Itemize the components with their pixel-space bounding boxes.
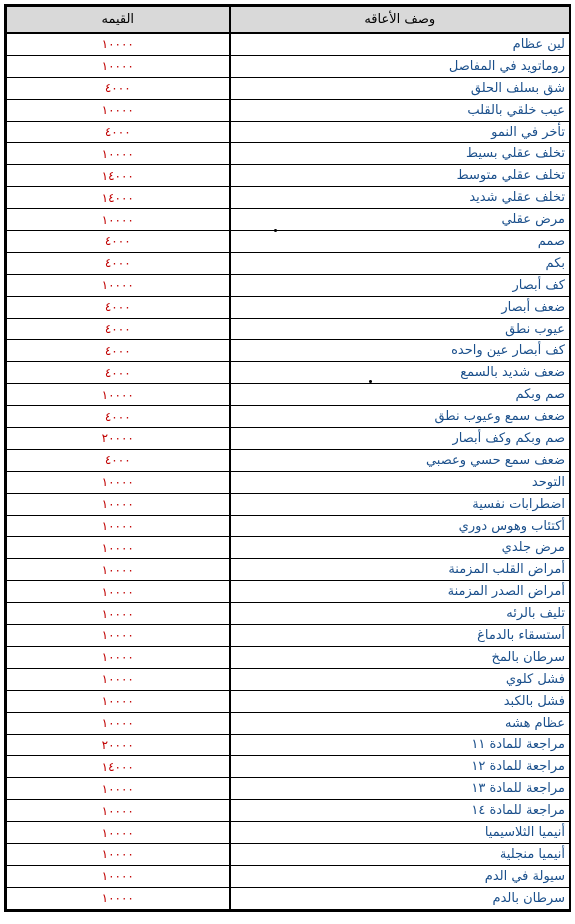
disability-description-cell: صم وبكم وكف أبصار [230, 428, 570, 450]
table-row [7, 274, 570, 296]
table-row [7, 231, 570, 253]
table-row [7, 471, 570, 493]
stray-dot-mark [369, 380, 372, 383]
disability-description-cell: مراجعة للمادة ١٢ [230, 756, 570, 778]
disability-description-cell: سرطان بالدم [230, 887, 570, 909]
table-row [7, 165, 570, 187]
table-row [7, 734, 570, 756]
table-header-row [7, 7, 570, 34]
table-row [7, 99, 570, 121]
table-row [7, 625, 570, 647]
disability-description-cell: التوحد [230, 471, 570, 493]
table-body [7, 33, 570, 909]
table-row [7, 296, 570, 318]
disability-value-cell: ١٠٠٠٠ [7, 843, 230, 865]
disability-value-cell: ١٠٠٠٠ [7, 690, 230, 712]
table-row [7, 668, 570, 690]
table-row [7, 843, 570, 865]
table-row [7, 187, 570, 209]
table-row [7, 209, 570, 231]
disability-description-cell: تأخر في النمو [230, 121, 570, 143]
disability-description-cell: مراجعة للمادة ١٣ [230, 778, 570, 800]
disability-description-cell: عيب خلقي بالقلب [230, 99, 570, 121]
disability-description-cell: تخلف عقلي شديد [230, 187, 570, 209]
disability-values-table [6, 6, 570, 910]
disability-value-cell: ١٠٠٠٠ [7, 887, 230, 909]
disability-description-cell: صمم [230, 231, 570, 253]
disability-value-cell: ٤٠٠٠ [7, 231, 230, 253]
disability-value-cell: ١٠٠٠٠ [7, 646, 230, 668]
disability-description-cell: أمراض القلب المزمنة [230, 559, 570, 581]
disability-value-cell: ٤٠٠٠ [7, 340, 230, 362]
disability-description-cell: ضعف شديد بالسمع [230, 362, 570, 384]
disability-value-cell: ١٠٠٠٠ [7, 143, 230, 165]
disability-value-cell: ١٠٠٠٠ [7, 493, 230, 515]
disability-value-cell: ٢٠٠٠٠ [7, 428, 230, 450]
table-row [7, 340, 570, 362]
table-row [7, 406, 570, 428]
disability-description-cell: فشل بالكبد [230, 690, 570, 712]
disability-value-cell: ٤٠٠٠ [7, 362, 230, 384]
disability-value-cell: ٤٠٠٠ [7, 121, 230, 143]
table-row [7, 778, 570, 800]
table-row [7, 800, 570, 822]
disability-description-cell: أمراض الصدر المزمنة [230, 581, 570, 603]
disability-description-cell: أستسقاء بالدماغ [230, 625, 570, 647]
disability-description-cell: مراجعة للمادة ١٤ [230, 800, 570, 822]
disability-description-cell: فشل كلوي [230, 668, 570, 690]
disability-value-cell: ١٠٠٠٠ [7, 800, 230, 822]
disability-description-cell: ضعف سمع وعيوب نطق [230, 406, 570, 428]
disability-value-cell: ٤٠٠٠ [7, 252, 230, 274]
disability-description-cell: سرطان بالمخ [230, 646, 570, 668]
disability-description-cell: عيوب نطق [230, 318, 570, 340]
disability-description-cell: بكم [230, 252, 570, 274]
disability-value-cell: ١٠٠٠٠ [7, 55, 230, 77]
disability-value-cell: ٤٠٠٠ [7, 406, 230, 428]
table-row [7, 515, 570, 537]
disability-description-cell: ضعف أبصار [230, 296, 570, 318]
disability-value-cell: ١٠٠٠٠ [7, 209, 230, 231]
table-row [7, 822, 570, 844]
disability-value-cell: ١٠٠٠٠ [7, 603, 230, 625]
table-row [7, 690, 570, 712]
disability-description-cell: أنيميا منجلية [230, 843, 570, 865]
table-row [7, 252, 570, 274]
disability-value-cell: ١٠٠٠٠ [7, 778, 230, 800]
disability-description-cell: تخلف عقلي بسيط [230, 143, 570, 165]
disability-description-cell: كف أبصار [230, 274, 570, 296]
disability-value-cell: ٤٠٠٠ [7, 77, 230, 99]
disability-description-cell: ضعف سمع حسي وعصبي [230, 449, 570, 471]
disability-description-cell: مرض عقلي [230, 209, 570, 231]
disability-value-cell: ١٠٠٠٠ [7, 515, 230, 537]
disability-values-table-frame [4, 4, 571, 912]
table-row [7, 33, 570, 55]
disability-description-cell: سيولة في الدم [230, 865, 570, 887]
table-row [7, 537, 570, 559]
disability-value-cell: ١٤٠٠٠ [7, 756, 230, 778]
disability-description-cell: تليف بالرئه [230, 603, 570, 625]
disability-value-cell: ١٠٠٠٠ [7, 33, 230, 55]
table-row [7, 362, 570, 384]
disability-description-cell: مراجعة للمادة ١١ [230, 734, 570, 756]
disability-value-cell: ١٠٠٠٠ [7, 99, 230, 121]
table-row [7, 77, 570, 99]
disability-value-cell: ١٠٠٠٠ [7, 274, 230, 296]
disability-description-cell: صم وبكم [230, 384, 570, 406]
disability-value-cell: ١٠٠٠٠ [7, 668, 230, 690]
disability-value-cell: ٤٠٠٠ [7, 296, 230, 318]
disability-description-cell: لين عظام [230, 33, 570, 55]
disability-value-cell: ١٠٠٠٠ [7, 822, 230, 844]
table-row [7, 887, 570, 909]
disability-description-cell: تخلف عقلي متوسط [230, 165, 570, 187]
disability-value-cell: ١٠٠٠٠ [7, 712, 230, 734]
disability-value-cell: ١٠٠٠٠ [7, 471, 230, 493]
table-row [7, 712, 570, 734]
disability-description-cell: كف أبصار عين واحده [230, 340, 570, 362]
disability-description-cell: عظام هشه [230, 712, 570, 734]
disability-value-cell: ١٠٠٠٠ [7, 865, 230, 887]
disability-value-cell: ٤٠٠٠ [7, 318, 230, 340]
disability-value-cell: ١٠٠٠٠ [7, 384, 230, 406]
table-row [7, 143, 570, 165]
stray-dot-mark [274, 229, 277, 232]
table-row [7, 559, 570, 581]
disability-value-cell: ١٤٠٠٠ [7, 165, 230, 187]
table-row [7, 646, 570, 668]
disability-description-cell: روماتويد في المفاصل [230, 55, 570, 77]
table-row [7, 603, 570, 625]
disability-value-cell: ٤٠٠٠ [7, 449, 230, 471]
table-row [7, 581, 570, 603]
disability-value-cell: ١٠٠٠٠ [7, 537, 230, 559]
table-row [7, 121, 570, 143]
table-row [7, 428, 570, 450]
disability-description-cell: شق بسلف الحلق [230, 77, 570, 99]
disability-description-cell: اضطرابات نفسية [230, 493, 570, 515]
disability-value-cell: ١٠٠٠٠ [7, 625, 230, 647]
table-row [7, 756, 570, 778]
table-row [7, 493, 570, 515]
disability-value-cell: ٢٠٠٠٠ [7, 734, 230, 756]
header-value: القيمه [7, 7, 230, 34]
table-row [7, 449, 570, 471]
disability-value-cell: ١٤٠٠٠ [7, 187, 230, 209]
disability-description-cell: أنيميا الثلاسيميا [230, 822, 570, 844]
disability-value-cell: ١٠٠٠٠ [7, 559, 230, 581]
table-row [7, 55, 570, 77]
disability-description-cell: أكتئاب وهوس دوري [230, 515, 570, 537]
table-row [7, 384, 570, 406]
table-row [7, 865, 570, 887]
header-description: وصف الأعاقه [230, 7, 570, 34]
table-row [7, 318, 570, 340]
disability-value-cell: ١٠٠٠٠ [7, 581, 230, 603]
disability-description-cell: مرض جلدي [230, 537, 570, 559]
